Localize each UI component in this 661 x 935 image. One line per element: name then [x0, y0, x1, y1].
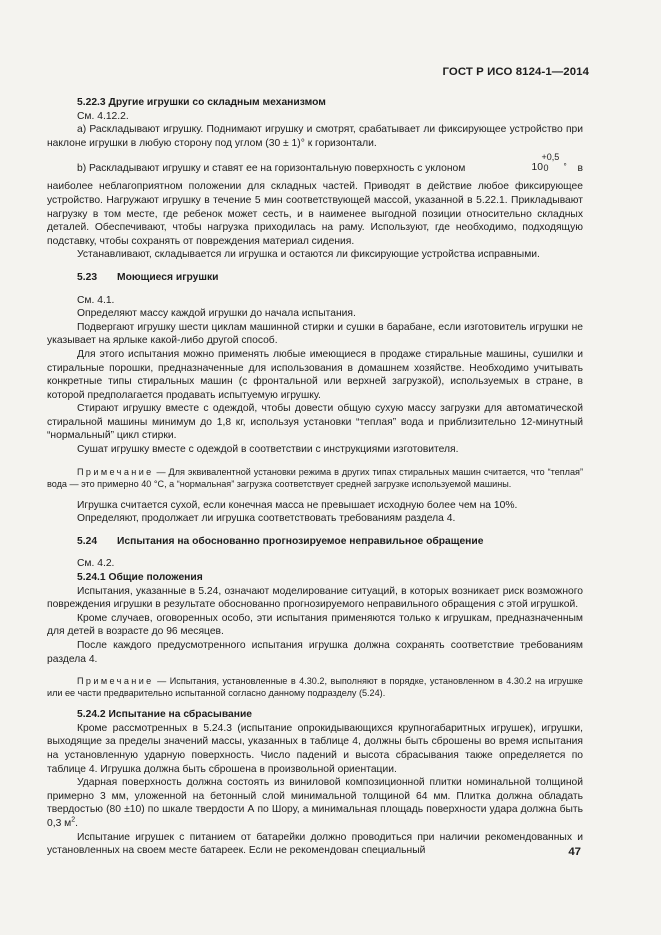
spacer	[47, 699, 583, 708]
document-body	[47, 96, 583, 858]
note-text: — Для эквивалентной установки режима в других типах стиральных машин считается, что “теплая” вода — это примерно 40 °С, а “нормальная” загрузка соответствует средней загрузке используемой машины.	[47, 466, 583, 489]
paragraph: Кроме случаев, оговоренных особо, эти испытания применяются только к игрушкам, предназначенным для детей в возрасте до 96 месяцев.	[47, 612, 583, 638]
paragraph: Сушат игрушку вместе с одеждой в соответствии с инструкциями изготовителя.	[77, 444, 459, 456]
paragraph: Для этого испытания можно применять любые имеющиеся в продаже стиральные машины, сушилки и стиральные порошки, предназначенные для использования в домашнем хозяйстве. Необходимо учитывать конкретные типы стиральных машин (с фронтальной или верхней загрузкой), используемых в стране, в которой предполагается продавать испытуемую игрушку.	[47, 348, 583, 401]
paragraph-lead-text: b) Раскладывают игрушку и ставят ее на горизонтальную поверхность с уклоном	[77, 162, 466, 174]
page-number: 47	[568, 846, 581, 858]
paragraph-text: Ударная поверхность должна состоять из виниловой композиционной плитки номинальной толщиной примерно 3 мм, уложенной на бетонный слой минимальной толщиной 64 мм. Плитка должна обладать твердостью (80 ±10) по шкале твердости А по Шору, а минимальная площадь поверхности удара должна быть 0,3 м	[47, 777, 583, 829]
section-number: 5.24	[77, 535, 98, 547]
section-heading-5-22-3: 5.22.3 Другие игрушки со складным механизмом	[77, 97, 326, 108]
note	[47, 675, 583, 699]
section-title: Моющиеся игрушки	[117, 271, 219, 283]
note-text: — Испытания, установленные в 4.30.2, выполняют в порядке, установленном в 4.30.2 на игрушке или ее части предварительно испытанной согласно данному подразделу (5.24).	[47, 676, 583, 699]
paragraph: Определяют, продолжает ли игрушка соответствовать требованиям раздела 4.	[77, 513, 456, 525]
spacer	[47, 526, 583, 535]
paragraph: Испытание игрушек с питанием от батарейки должно проводиться при наличии рекомендованных и установленных на своем месте батареек. Если не рекомендован специальный	[47, 831, 583, 857]
paragraph: Стирают игрушку вместе с одеждой, чтобы довести общую сухую массу загрузки для автоматической стиральной машины минимум до 1,8 кг, используя установки “теплая” вода и приблизительно 12-минутный “нормальный” цикл стирки.	[47, 403, 583, 442]
angle-upper-tolerance: +0,5	[541, 152, 560, 163]
paragraph: наиболее неблагоприятном положении для складных частей. Приводят в действие любое фиксирующее устройство. Нагружают игрушку в течение 5 мин соответствующей массой, указанной в 5.22.1. Прикладывают нагрузку в том месте, где ребенок может сесть, и в наименее выгодной позиции относительно складных деталей. Обеспечивают, чтобы нагрузка приходилась на раму. Используют, где необходимо, подходящую подставку, чтобы сохранять от повреждения материал сидения.	[47, 181, 583, 247]
angle-tolerance-formula	[531, 152, 572, 175]
angle-lower-tolerance: 0	[543, 163, 549, 174]
paragraph-with-formula	[47, 152, 583, 175]
section-heading-5-24-1: 5.24.1 Общие положения	[77, 572, 203, 584]
superscript: 2	[71, 816, 76, 824]
paragraph: См. 4.1.	[77, 294, 115, 306]
spacer	[47, 285, 583, 294]
paragraph: См. 4.12.2.	[77, 110, 129, 122]
paragraph: Устанавливают, складывается ли игрушка и остаются ли фиксирующие устройства исправными.	[77, 249, 540, 261]
paragraph: См. 4.2.	[77, 558, 115, 570]
spacer	[47, 548, 583, 557]
document-header: ГОСТ Р ИСО 8124-1—2014	[442, 66, 589, 78]
paragraph	[47, 776, 583, 830]
paragraph: Испытания, указанные в 5.24, означают моделирование ситуаций, в которых возникает риск возможного повреждения игрушки в результате обоснованно прогнозируемого неправильного обращения с этой игрушкой.	[47, 585, 583, 611]
section-heading-5-23	[47, 271, 583, 285]
spacer	[47, 490, 583, 499]
section-heading-5-24-2: 5.24.2 Испытание на сбрасывание	[77, 709, 253, 721]
note-label: Примечание	[77, 466, 154, 477]
paragraph: Определяют массу каждой игрушки до начала испытания.	[77, 308, 356, 320]
spacer	[47, 666, 583, 675]
paragraph: Подвергают игрушку шести циклам машинной стирки и сушки в барабане, если изготовитель игрушки не указывает на ярлыке какой-либо другой способ.	[47, 321, 583, 347]
paragraph: После каждого предусмотренного испытания игрушка должна сохранять соответствие требованиям раздела 4.	[47, 640, 583, 665]
spacer	[47, 262, 583, 271]
paragraph-end: .	[75, 817, 79, 829]
section-heading-5-24	[47, 535, 583, 549]
angle-base: 10	[531, 161, 543, 173]
section-title: Испытания на обоснованно прогнозируемое неправильное обращение	[117, 535, 484, 547]
paragraph-lead	[77, 162, 532, 176]
paragraph: Кроме рассмотренных в 5.24.3 (испытание опрокидывающихся крупногабаритных игрушек), игрушки, выходящие за пределы значений массы, указанных в таблице 4, должны быть сброшены во время испытания на установленную ударную поверхность. Число падений и высота сбрасывания также определяется по таблице 4. Игрушка должна быть сброшена в произвольной ориентации.	[47, 722, 583, 775]
paragraph-lead-end: в	[577, 162, 583, 174]
paragraph: Игрушка считается сухой, если конечная масса не превышает исходную более чем на 10%.	[77, 499, 518, 511]
section-number: 5.23	[77, 271, 98, 283]
paragraph: а) Раскладывают игрушку. Поднимают игрушку и смотрят, срабатывает ли фиксирующее устройство при наклоне игрушки в любую сторону под углом (30 ± 1)° к горизонтали.	[47, 124, 583, 149]
angle-unit: °	[563, 161, 567, 171]
note-label: Примечание	[77, 676, 154, 687]
spacer	[47, 457, 583, 466]
note	[47, 466, 583, 490]
